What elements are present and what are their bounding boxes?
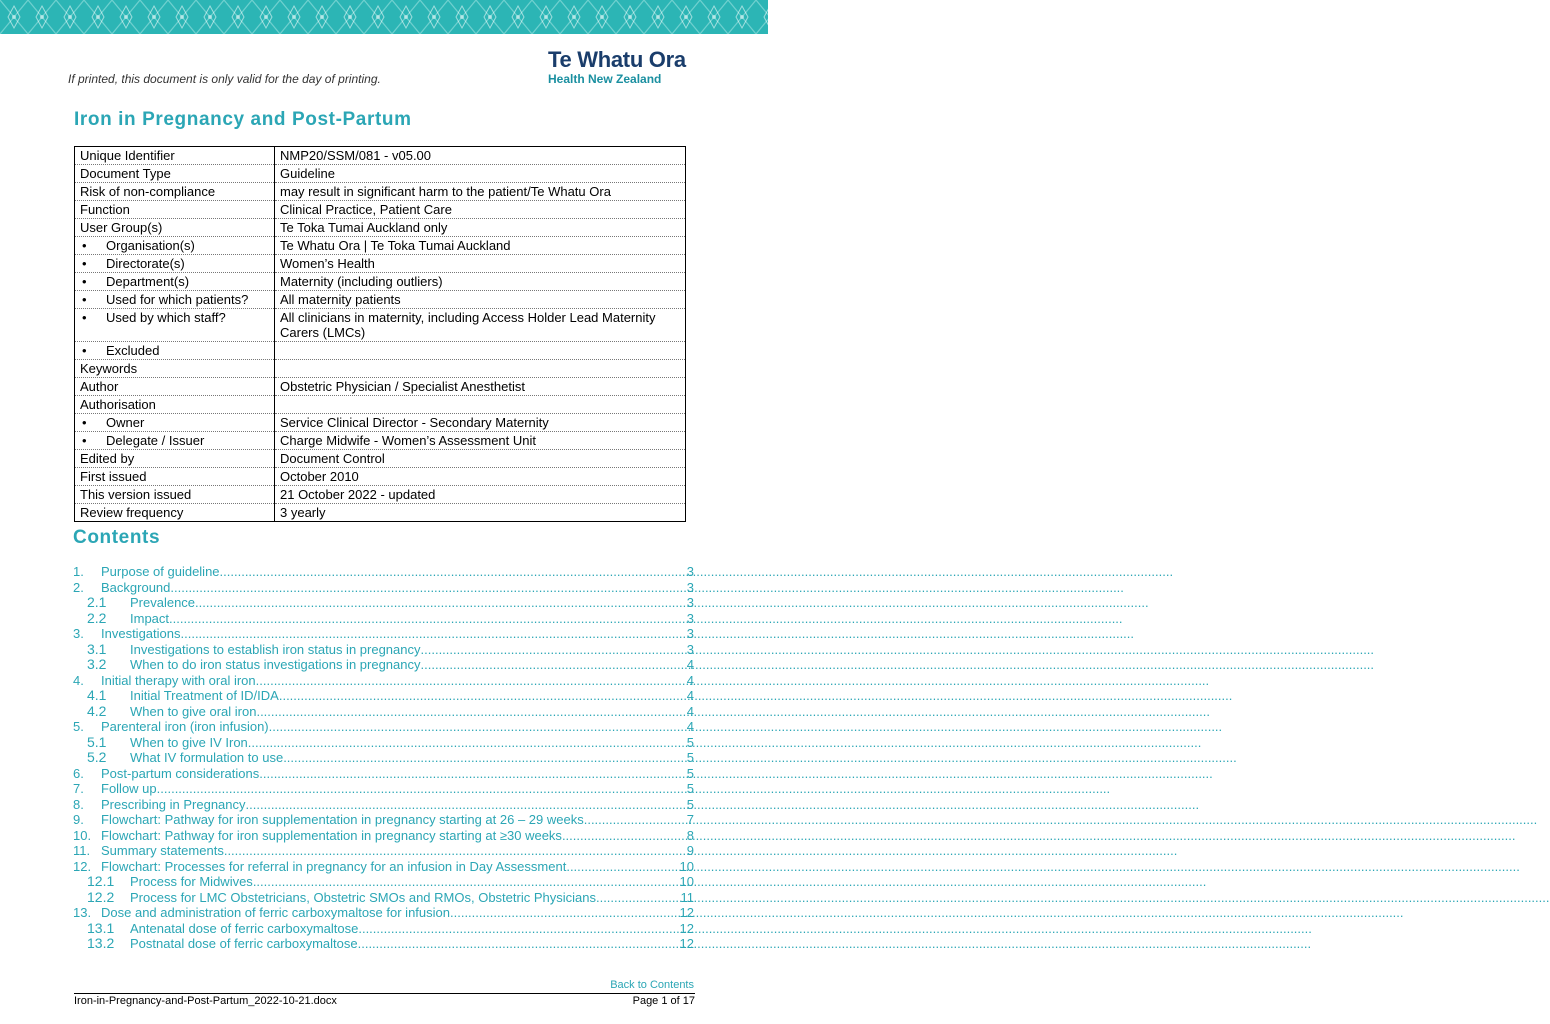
metadata-value: Clinical Practice, Patient Care	[275, 201, 686, 219]
toc-dot-leader	[224, 843, 686, 859]
metadata-label-cell	[75, 378, 275, 396]
toc-entry-page: 3	[686, 610, 694, 626]
toc-entry-title: Process for LMC Obstetricians, Obstetric SMOs and RMOs, Obstetric Physicians	[130, 889, 596, 905]
toc-entry[interactable]	[73, 874, 694, 890]
toc-entry[interactable]	[73, 828, 694, 844]
metadata-label-cell	[75, 450, 275, 468]
toc-entry-title: Investigations	[101, 626, 181, 641]
metadata-label-cell	[75, 183, 275, 201]
toc-entry-title: When to give IV Iron	[130, 734, 248, 750]
toc-entry[interactable]	[73, 564, 694, 580]
toc-entry-page: 4	[686, 657, 694, 672]
toc-entry-number: 4.1	[87, 687, 107, 703]
metadata-label-cell	[75, 342, 275, 360]
toc-dot-leader	[358, 936, 679, 952]
toc-entry-number: 10.	[73, 827, 92, 843]
toc-entry-title: Postnatal dose of ferric carboxymaltose	[130, 936, 358, 951]
document-metadata-table	[74, 146, 686, 522]
metadata-value	[275, 396, 686, 414]
metadata-value: Guideline	[275, 165, 686, 183]
toc-entry-page: 3	[686, 595, 694, 610]
metadata-label-cell	[75, 219, 275, 237]
toc-entry-page: 5	[686, 796, 694, 812]
footer-filename: Iron-in-Pregnancy-and-Post-Partum_2022-10-21.docx	[74, 995, 337, 1007]
toc-entry-title: Parenteral iron (iron infusion)	[101, 719, 269, 734]
metadata-value: Maternity (including outliers)	[275, 273, 686, 291]
toc-dot-leader	[450, 905, 679, 921]
toc-entry-title: Summary statements	[101, 843, 224, 858]
metadata-label: Authorisation	[80, 397, 156, 412]
metadata-label: Author	[80, 379, 119, 394]
toc-entry-number: 11.	[73, 843, 91, 858]
toc-entry-title: Flowchart: Pathway for iron supplementation in pregnancy starting at 26 – 29 weeks	[101, 812, 584, 827]
metadata-row	[75, 165, 686, 183]
toc-dot-leader	[157, 781, 686, 797]
metadata-value: Te Toka Tumai Auckland only	[275, 219, 686, 237]
toc-entry-page: 4	[686, 688, 694, 703]
toc-entry-page: 3	[686, 579, 694, 595]
toc-entry[interactable]	[73, 890, 694, 906]
toc-entry[interactable]	[73, 843, 694, 859]
toc-entry-title: Initial Treatment of ID/IDA	[130, 688, 279, 703]
toc-entry-number: 6.	[73, 765, 84, 781]
metadata-row	[75, 378, 686, 396]
toc-entry-title: Antenatal dose of ferric carboxymaltose	[130, 920, 359, 936]
metadata-label-cell	[75, 165, 275, 183]
toc-dot-leader	[253, 874, 679, 890]
toc-entry-number: 13.	[73, 905, 92, 920]
toc-dot-leader	[220, 564, 686, 580]
metadata-row	[75, 309, 686, 342]
metadata-value: 3 yearly	[275, 504, 686, 522]
metadata-row	[75, 432, 686, 450]
metadata-label: User Group(s)	[80, 220, 163, 235]
metadata-row	[75, 183, 686, 201]
toc-entry-page: 12	[679, 920, 694, 936]
toc-entry[interactable]	[73, 781, 694, 797]
metadata-label: Keywords	[80, 361, 138, 376]
toc-entry-title: Investigations to establish iron status in pregnancy	[130, 641, 421, 657]
toc-entry-number: 2.2	[87, 609, 107, 626]
toc-entry-title: Dose and administration of ferric carboxymaltose for infusion	[101, 905, 450, 920]
metadata-label-cell	[75, 255, 275, 273]
toc-dot-leader	[181, 626, 686, 642]
metadata-row	[75, 291, 686, 309]
toc-entry-number: 5.2	[87, 749, 107, 765]
toc-entry-page: 9	[686, 843, 694, 858]
bullet-icon: •	[82, 415, 87, 430]
toc-dot-leader	[246, 797, 686, 813]
toc-dot-leader	[283, 750, 686, 766]
metadata-row	[75, 342, 686, 360]
toc-entry-page: 12	[679, 936, 694, 951]
toc-dot-leader	[596, 890, 680, 906]
metadata-value	[275, 360, 686, 378]
metadata-label-cell	[75, 291, 275, 309]
toc-entry-number: 12.	[73, 858, 92, 874]
metadata-value	[275, 342, 686, 360]
toc-entry-number: 13.1	[87, 919, 115, 936]
toc-dot-leader	[248, 735, 686, 751]
metadata-label-cell	[75, 504, 275, 522]
metadata-label: Used for which patients?	[106, 292, 249, 307]
toc-entry-page: 7	[686, 812, 694, 827]
toc-entry[interactable]	[73, 766, 694, 782]
toc-dot-leader	[195, 595, 686, 611]
metadata-label-cell	[75, 360, 275, 378]
back-to-contents-link[interactable]: Back to Contents	[610, 979, 694, 991]
metadata-value: Charge Midwife - Women’s Assessment Unit	[275, 432, 686, 450]
toc-dot-leader	[421, 642, 686, 658]
toc-entry-number: 13.2	[87, 935, 115, 951]
toc-dot-leader	[169, 611, 686, 627]
metadata-value: Te Whatu Ora | Te Toka Tumai Auckland	[275, 237, 686, 255]
toc-entry-number: 12.2	[87, 888, 115, 905]
metadata-value: All clinicians in maternity, including Access Holder Lead Maternity Carers (LMCs)	[275, 309, 686, 342]
toc-entry-number: 2.	[73, 579, 84, 595]
toc-entry[interactable]	[73, 936, 694, 952]
toc-entry-number: 8.	[73, 796, 84, 812]
toc-entry[interactable]	[73, 657, 694, 673]
bullet-icon: •	[82, 343, 87, 358]
toc-entry-page: 10	[679, 874, 694, 889]
toc-entry-page: 5	[686, 781, 694, 796]
toc-entry-page: 4	[686, 719, 694, 734]
toc-entry-number: 3.	[73, 626, 84, 641]
metadata-row	[75, 273, 686, 291]
metadata-label-cell	[75, 414, 275, 432]
toc-entry[interactable]	[73, 859, 694, 875]
toc-entry[interactable]	[73, 626, 694, 642]
toc-entry-title: Post-partum considerations	[101, 765, 260, 781]
metadata-row	[75, 219, 686, 237]
print-validity-note: If printed, this document is only valid for the day of printing.	[68, 72, 381, 86]
metadata-label: Delegate / Issuer	[106, 433, 205, 448]
toc-entry-page: 12	[679, 905, 694, 920]
toc-entry-number: 4.	[73, 672, 84, 688]
header-banner	[0, 0, 768, 34]
toc-entry-title: Flowchart: Pathway for iron supplementation in pregnancy starting at ≥30 weeks	[101, 827, 562, 843]
toc-entry[interactable]	[73, 688, 694, 704]
toc-dot-leader	[256, 704, 685, 720]
metadata-value: may result in significant harm to the patient/Te Whatu Ora	[275, 183, 686, 201]
toc-entry-page: 5	[686, 734, 694, 750]
toc-entry-number: 7.	[73, 781, 84, 796]
toc-entry-page: 11	[680, 889, 694, 905]
metadata-label-cell	[75, 237, 275, 255]
metadata-row	[75, 486, 686, 504]
metadata-label-cell	[75, 486, 275, 504]
metadata-row	[75, 237, 686, 255]
toc-entry-number: 12.1	[87, 873, 115, 889]
organisation-logo	[548, 48, 708, 86]
toc-entry-page: 4	[686, 703, 694, 719]
metadata-label: Unique Identifier	[80, 148, 175, 163]
toc-dot-leader	[562, 828, 686, 844]
metadata-value: Obstetric Physician / Specialist Anesthetist	[275, 378, 686, 396]
toc-entry-number: 3.2	[87, 656, 107, 672]
toc-dot-leader	[269, 719, 686, 735]
metadata-value: Service Clinical Director - Secondary Maternity	[275, 414, 686, 432]
metadata-label-cell	[75, 201, 275, 219]
page-footer	[74, 993, 695, 1007]
toc-entry-title: Background	[101, 579, 171, 595]
metadata-row	[75, 255, 686, 273]
toc-entry-number: 1.	[73, 564, 84, 579]
metadata-label: First issued	[80, 469, 147, 484]
metadata-row	[75, 414, 686, 432]
toc-dot-leader	[358, 921, 678, 937]
toc-entry-title: Purpose of guideline	[101, 564, 220, 579]
pattern-banner-icon	[0, 0, 768, 34]
metadata-row	[75, 360, 686, 378]
toc-entry[interactable]	[73, 735, 694, 751]
metadata-label: Review frequency	[80, 505, 184, 520]
toc-dot-leader	[279, 688, 686, 704]
bullet-icon: •	[82, 256, 87, 271]
toc-entry-number: 3.1	[87, 640, 107, 657]
metadata-label-cell	[75, 468, 275, 486]
toc-entry[interactable]	[73, 719, 694, 735]
toc-entry-page: 10	[679, 858, 694, 874]
metadata-row	[75, 504, 686, 522]
toc-entry-title: Process for Midwives	[130, 874, 253, 889]
metadata-label: Organisation(s)	[106, 238, 195, 253]
toc-entry[interactable]	[73, 580, 694, 596]
metadata-label: This version issued	[80, 487, 192, 502]
toc-entry-title: Prevalence	[130, 595, 196, 610]
metadata-label-cell	[75, 147, 275, 165]
toc-entry[interactable]	[73, 812, 694, 828]
metadata-value: 21 October 2022 - updated	[275, 486, 686, 504]
toc-entry-title: When to give oral iron	[130, 703, 257, 719]
toc-dot-leader	[259, 766, 686, 782]
table-of-contents	[73, 564, 694, 952]
toc-entry-title: Flowchart: Processes for referral in pregnancy for an infusion in Day Assessment	[101, 858, 567, 874]
metadata-label: Department(s)	[106, 274, 190, 289]
metadata-label-cell	[75, 309, 275, 342]
metadata-label-cell	[75, 273, 275, 291]
toc-entry-page: 3	[686, 641, 694, 657]
metadata-label: Edited by	[80, 451, 135, 466]
toc-dot-leader	[566, 859, 678, 875]
toc-entry[interactable]	[73, 905, 694, 921]
metadata-row	[75, 468, 686, 486]
toc-entry[interactable]	[73, 921, 694, 937]
toc-entry-number: 4.2	[87, 702, 107, 719]
toc-entry-number: 2.1	[87, 594, 107, 610]
toc-entry-page: 5	[686, 765, 694, 781]
toc-entry-title: Follow up	[101, 781, 157, 796]
document-title: Iron in Pregnancy and Post-Partum	[74, 109, 412, 130]
toc-entry-number: 5.1	[87, 733, 107, 750]
toc-entry-title: What IV formulation to use	[130, 750, 284, 765]
toc-entry[interactable]	[73, 797, 694, 813]
metadata-label-cell	[75, 396, 275, 414]
footer-page-number: Page 1 of 17	[632, 995, 695, 1007]
metadata-value: Women’s Health	[275, 255, 686, 273]
toc-dot-leader	[584, 812, 686, 828]
toc-entry-title: When to do iron status investigations in pregnancy	[130, 657, 421, 672]
metadata-label: Owner	[106, 415, 145, 430]
metadata-label: Directorate(s)	[106, 256, 185, 271]
contents-heading: Contents	[73, 527, 161, 548]
logo-main-text: Te Whatu Ora	[548, 47, 686, 72]
toc-dot-leader	[256, 673, 686, 689]
metadata-row	[75, 201, 686, 219]
metadata-label: Document Type	[80, 166, 171, 181]
toc-entry-page: 3	[686, 626, 694, 641]
metadata-value: NMP20/SSM/081 - v05.00	[275, 147, 686, 165]
metadata-value: All maternity patients	[275, 291, 686, 309]
bullet-icon: •	[82, 238, 87, 253]
toc-entry[interactable]	[73, 704, 694, 720]
toc-entry-title: Initial therapy with oral iron	[101, 672, 256, 688]
toc-entry[interactable]	[73, 642, 694, 658]
metadata-label: Risk of non-compliance	[80, 184, 216, 199]
toc-dot-leader	[170, 580, 685, 596]
logo-sub-text: Health New Zealand	[548, 72, 662, 86]
bullet-icon: •	[82, 274, 87, 289]
metadata-row	[75, 450, 686, 468]
toc-entry-number: 9.	[73, 812, 84, 827]
metadata-label: Excluded	[106, 343, 160, 358]
toc-entry[interactable]	[73, 750, 694, 766]
toc-entry-title: Impact	[130, 610, 170, 626]
bullet-icon: •	[82, 433, 87, 448]
toc-entry-page: 3	[686, 564, 694, 579]
toc-dot-leader	[421, 657, 686, 673]
metadata-value: Document Control	[275, 450, 686, 468]
toc-entry[interactable]	[73, 595, 694, 611]
bullet-icon: •	[82, 310, 87, 325]
metadata-value: October 2010	[275, 468, 686, 486]
metadata-label-cell	[75, 432, 275, 450]
toc-entry-page: 4	[686, 672, 694, 688]
metadata-label: Function	[80, 202, 130, 217]
metadata-row	[75, 147, 686, 165]
toc-entry[interactable]	[73, 611, 694, 627]
metadata-label: Used by which staff?	[106, 310, 226, 325]
toc-entry-page: 5	[686, 750, 694, 765]
toc-entry-page: 8	[686, 827, 694, 843]
bullet-icon: •	[82, 292, 87, 307]
toc-entry[interactable]	[73, 673, 694, 689]
toc-entry-number: 5.	[73, 719, 84, 734]
toc-entry-title: Prescribing in Pregnancy	[101, 796, 246, 812]
metadata-row	[75, 396, 686, 414]
